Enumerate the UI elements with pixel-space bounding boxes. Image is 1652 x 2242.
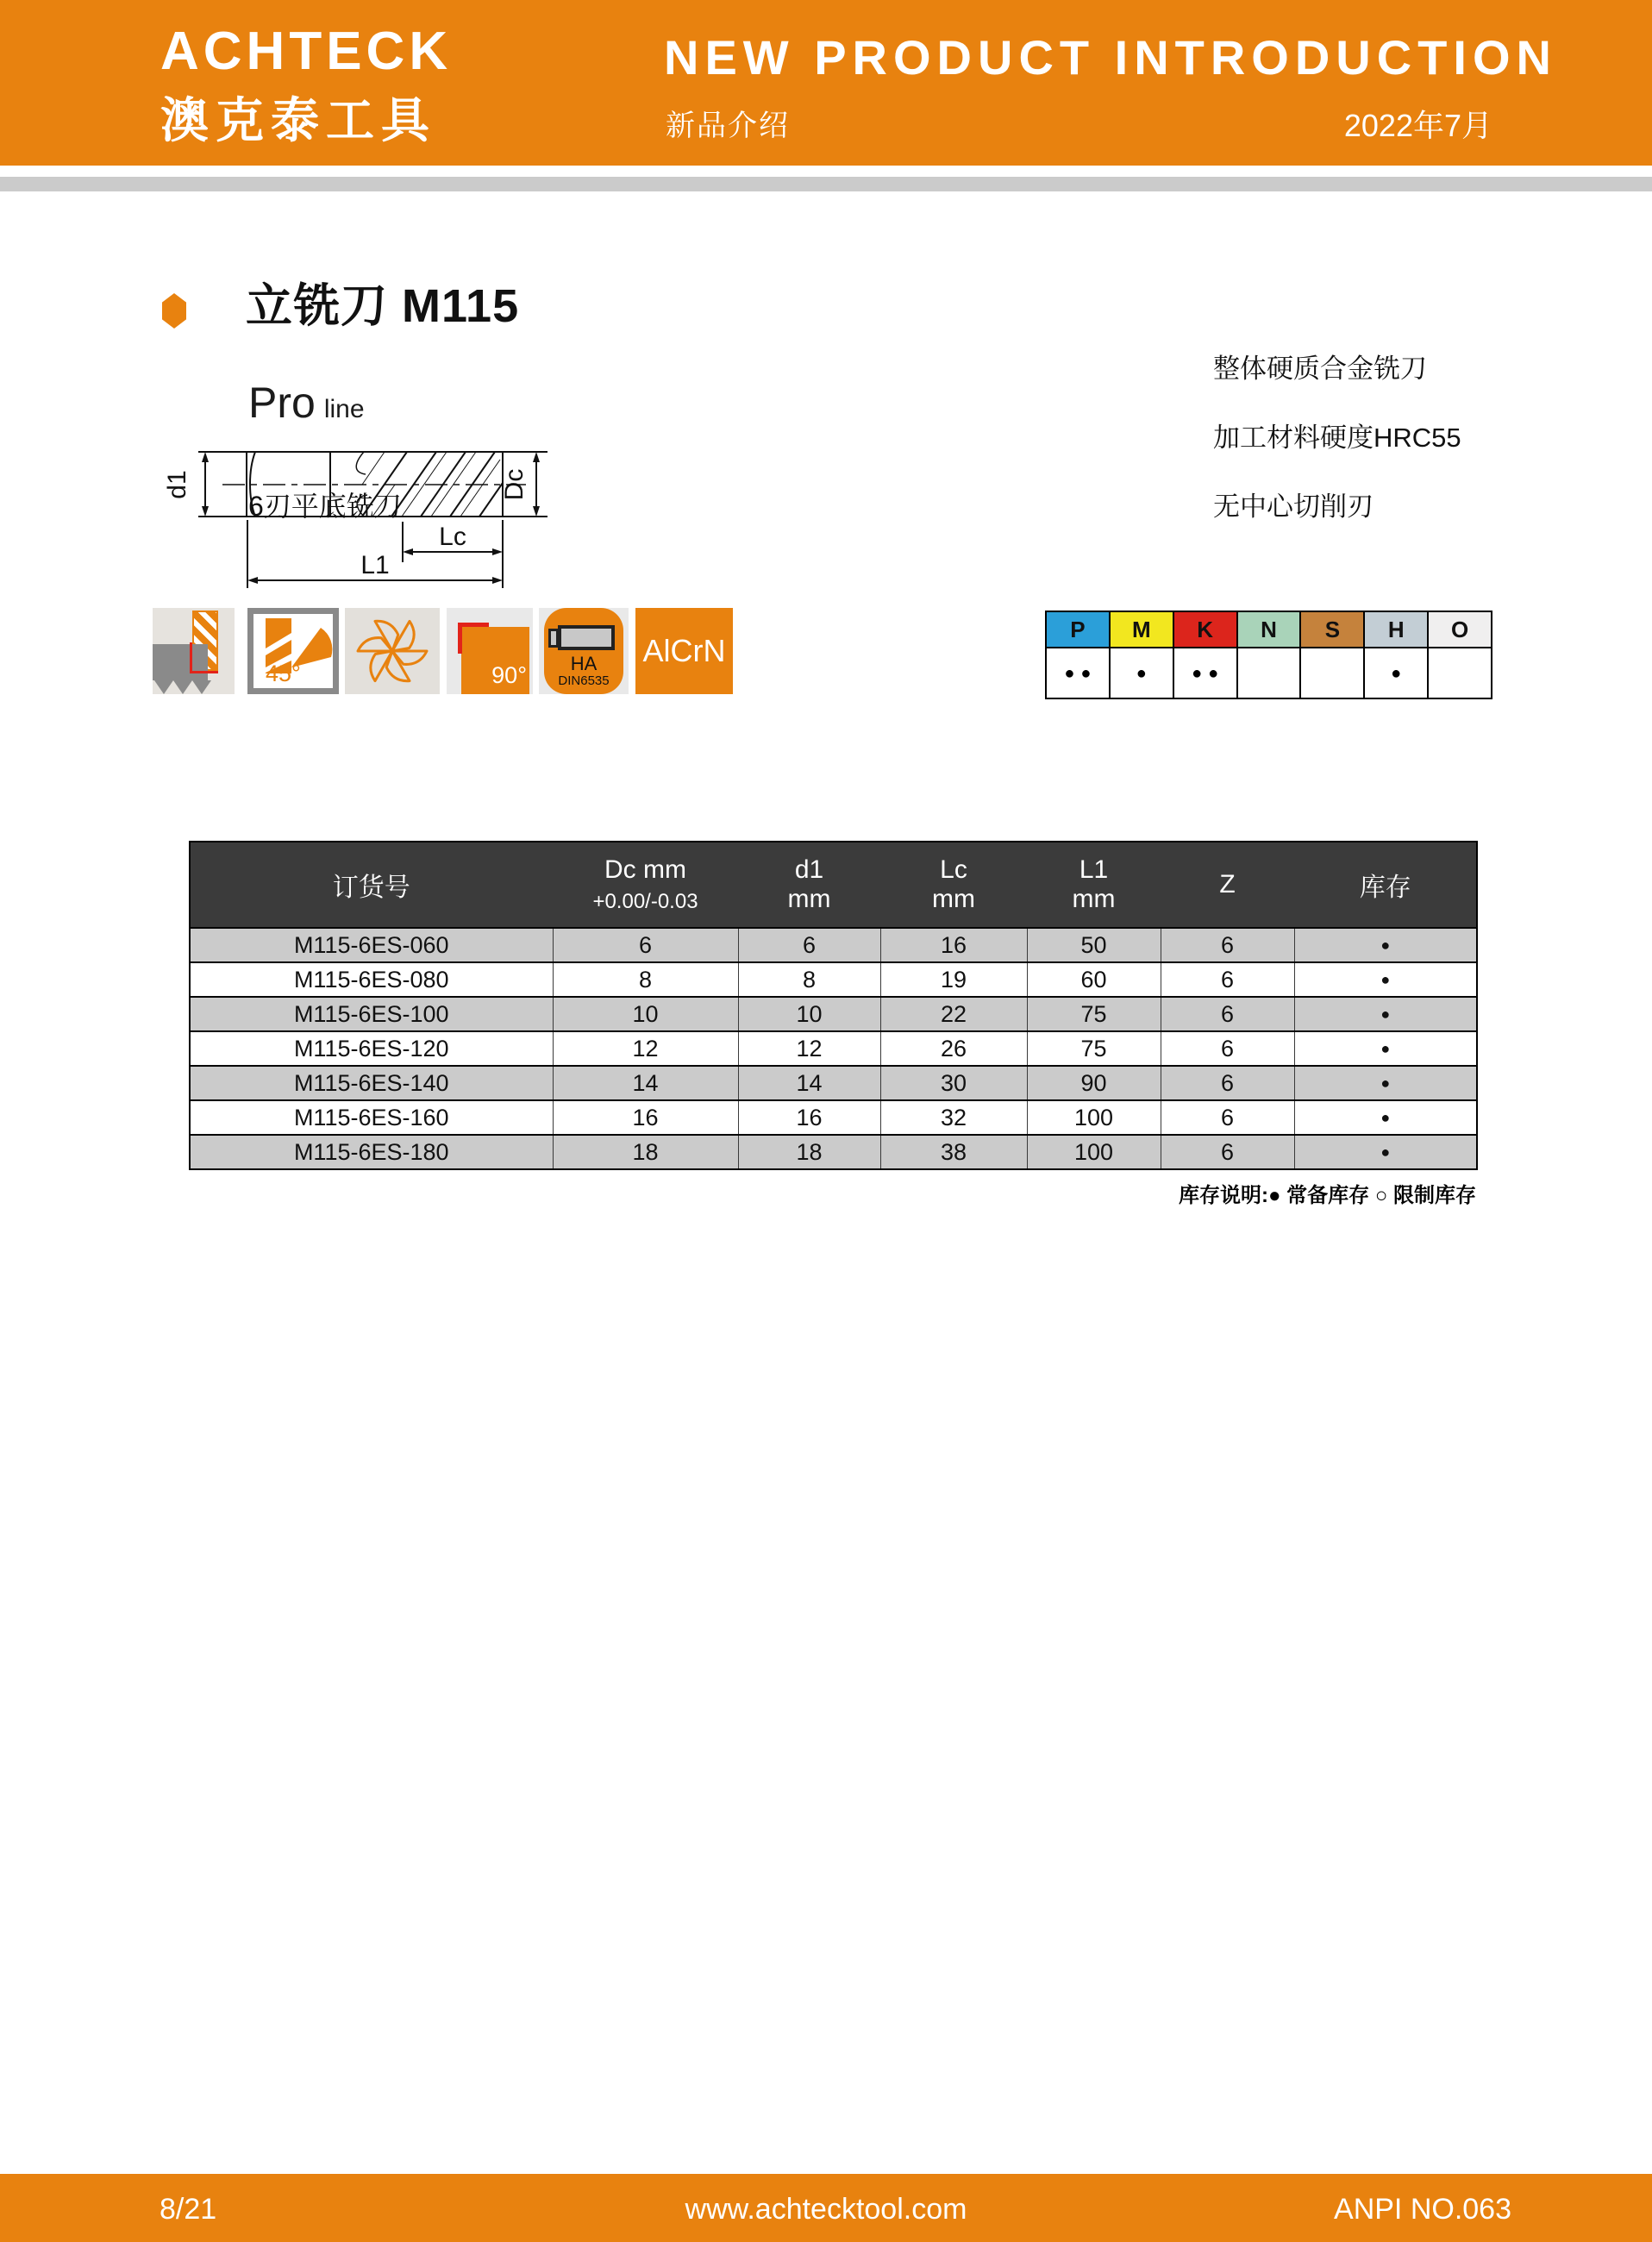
material-header-S: S [1301,612,1365,647]
dim-label-d1: d1 [163,470,191,499]
stock-dot: ● [1294,1135,1477,1169]
stock-dot: ● [1294,1066,1477,1100]
material-header-K: K [1174,612,1238,647]
corner-highlight [458,623,489,627]
corner-highlight [458,623,462,654]
stock-dot: ● [1294,1100,1477,1135]
product-title: 立铣刀 M115 [246,280,520,332]
feature-list [1213,347,1461,554]
material-dots-S [1301,647,1365,698]
pinwheel-graphic [345,608,440,694]
material-dots-P: ●● [1047,647,1111,698]
material-dots-O [1429,647,1491,698]
material-header-O: O [1429,612,1491,647]
dim-label-l1: L1 [360,551,390,579]
cut-edge-highlight [190,642,192,673]
stock-dot: ● [1294,928,1477,962]
spec-row: M115-6ES-080 8 8 19 60 6 ● [190,962,1477,997]
brand-logo-latin: ACHTECK [160,22,453,81]
material-dots-K: ●● [1174,647,1238,698]
stock-dot: ● [1294,997,1477,1031]
spec-row: M115-6ES-160 16 16 32 100 6 ● [190,1100,1477,1135]
end-mill-drawing [147,423,560,621]
col-stock: 库存 [1294,842,1477,928]
header-date: 2022年7月 [1343,108,1492,143]
col-order-no: 订货号 [190,842,553,928]
serration-triangle [173,680,192,694]
cut-edge-highlight [190,671,218,673]
shank-din-label: DIN6535 [558,673,610,688]
coating-icon [635,608,733,694]
flute-cross-section-icon [345,608,440,694]
dim-label-dc: Dc [500,468,529,501]
spec-row: M115-6ES-140 14 14 30 90 6 ● [190,1066,1477,1100]
material-dots-H: ● [1365,647,1429,698]
order-no: M115-6ES-080 [190,962,553,997]
spec-row: M115-6ES-180 18 18 38 100 6 ● [190,1135,1477,1169]
spec-row: M115-6ES-100 10 10 22 75 6 ● [190,997,1477,1031]
product-series [248,378,365,428]
feature-item: 整体硬质合金铣刀 [1213,354,1427,384]
col-dc: Dc mm +0.00/-0.03 [553,842,738,928]
stock-dot: ● [1294,962,1477,997]
hexagon-bullet-icon [162,293,186,329]
order-no: M115-6ES-180 [190,1135,553,1169]
page-footer [0,2174,1652,2242]
corner-90-icon [447,608,533,694]
order-no: M115-6ES-160 [190,1100,553,1135]
spec-row: M115-6ES-120 12 12 26 75 6 ● [190,1031,1477,1066]
series-name: Pro [248,379,316,427]
corner-angle-label: 90° [491,662,527,688]
col-z: Z [1161,842,1294,928]
header-title: NEW PRODUCT INTRODUCTION [664,30,1557,85]
material-header-row [1047,612,1491,647]
material-header-M: M [1111,612,1174,647]
stock-legend: 库存说明:● 常备库存 ○ 限制库存 [1179,1184,1476,1207]
spec-header-row [190,842,1477,928]
shank-type-label: HA [570,653,598,674]
col-l1: L1 mm [1027,842,1161,928]
feature-item: 加工材料硬度HRC55 [1213,423,1461,453]
series-suffix: line [323,395,365,423]
coating-label: AlCrN [642,633,726,668]
spec-table [189,841,1478,1170]
stock-dot: ● [1294,1031,1477,1066]
material-header-H: H [1365,612,1429,647]
order-no: M115-6ES-060 [190,928,553,962]
helix-angle-label: 45° [266,661,301,686]
serration-triangle [154,680,173,694]
serration-triangle [192,680,211,694]
footer-website: www.achtecktool.com [685,2193,967,2226]
material-dots-row [1047,647,1491,698]
order-no: M115-6ES-140 [190,1066,553,1100]
col-lc: Lc mm [880,842,1027,928]
material-dots-N [1238,647,1302,698]
shank-graphic [558,625,615,650]
shank-type-icon [539,608,629,694]
order-no: M115-6ES-100 [190,997,553,1031]
page-number: 8/21 [160,2193,217,2226]
side-milling-icon [153,608,235,694]
footer-doc-number: ANPI NO.063 [1334,2193,1511,2226]
material-application-table [1045,611,1492,699]
header-divider [0,177,1652,191]
order-no: M115-6ES-120 [190,1031,553,1066]
helix-angle-45-icon [247,608,339,694]
material-dots-M: ● [1111,647,1174,698]
feature-item: 无中心切削刃 [1213,492,1374,522]
material-header-N: N [1238,612,1302,647]
page-header [0,0,1652,166]
header-subtitle: 新品介绍 [666,110,790,142]
material-header-P: P [1047,612,1111,647]
brand-logo-cjk: 澳克泰工具 [160,93,436,147]
dim-label-lc: Lc [439,523,466,551]
col-d1: d1 mm [738,842,880,928]
product-description: 6刃平底铣刀 [248,491,402,522]
spec-row: M115-6ES-060 6 6 16 50 6 ● [190,928,1477,962]
workpiece-graphic [153,644,208,680]
